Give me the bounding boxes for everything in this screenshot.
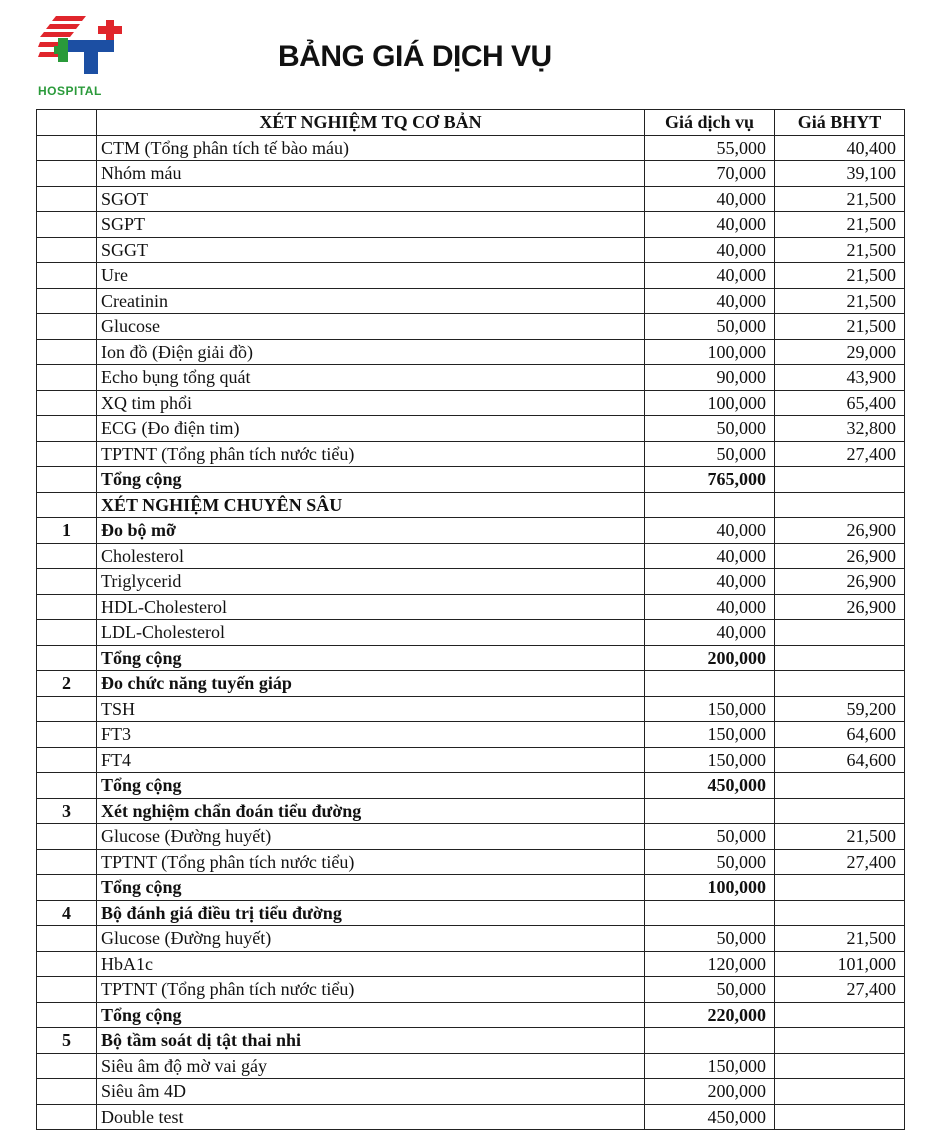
row-bhyt-price: 21,500 [775,314,905,340]
row-number [37,212,97,238]
row-service-price: 40,000 [645,212,775,238]
row-service-price: 40,000 [645,288,775,314]
row-service-price: 100,000 [645,875,775,901]
table-row [37,467,905,493]
table-row [37,824,905,850]
row-bhyt-price [775,1053,905,1079]
row-number [37,161,97,187]
table-row [37,1104,905,1130]
row-bhyt-price [775,1104,905,1130]
row-number [37,186,97,212]
table-header-row [37,110,905,136]
row-service-name: Glucose [97,314,645,340]
row-service-name: CTM (Tổng phân tích tế bào máu) [97,135,645,161]
row-service-price: 40,000 [645,594,775,620]
table-row [37,1002,905,1028]
row-bhyt-price: 27,400 [775,977,905,1003]
table-row [37,722,905,748]
row-number [37,416,97,442]
row-service-price: 50,000 [645,926,775,952]
column-header-bhyt: Giá BHYT [775,110,905,136]
row-number [37,875,97,901]
row-service-price: 220,000 [645,1002,775,1028]
row-service-name: HDL-Cholesterol [97,594,645,620]
row-service-name: TSH [97,696,645,722]
table-row [37,875,905,901]
row-bhyt-price: 101,000 [775,951,905,977]
row-bhyt-price [775,1002,905,1028]
row-number: 1 [37,518,97,544]
row-service-price: 150,000 [645,722,775,748]
hospital-cross-icon [38,16,130,82]
row-service-price: 40,000 [645,518,775,544]
table-row [37,594,905,620]
row-service-name: ECG (Đo điện tim) [97,416,645,442]
row-service-price: 40,000 [645,186,775,212]
row-bhyt-price [775,875,905,901]
row-number [37,645,97,671]
table-row [37,212,905,238]
row-service-name: TPTNT (Tổng phân tích nước tiểu) [97,441,645,467]
table-row [37,390,905,416]
row-service-name: Glucose (Đường huyết) [97,926,645,952]
row-number [37,722,97,748]
row-number [37,1002,97,1028]
hospital-logo [38,16,130,98]
row-service-name: Tổng cộng [97,773,645,799]
row-number [37,288,97,314]
table-row [37,237,905,263]
column-header-no [37,110,97,136]
row-number: 5 [37,1028,97,1054]
row-service-name: Tổng cộng [97,645,645,671]
row-service-name: SGPT [97,212,645,238]
column-header-price: Giá dịch vụ [645,110,775,136]
row-bhyt-price [775,900,905,926]
row-service-name: Nhóm máu [97,161,645,187]
row-service-name: Triglycerid [97,569,645,595]
row-service-price: 50,000 [645,416,775,442]
table-row [37,161,905,187]
table-row [37,977,905,1003]
row-bhyt-price: 27,400 [775,441,905,467]
table-row [37,135,905,161]
table-row [37,773,905,799]
row-number [37,977,97,1003]
row-bhyt-price: 21,500 [775,237,905,263]
row-bhyt-price: 65,400 [775,390,905,416]
row-bhyt-price [775,1028,905,1054]
row-number [37,339,97,365]
row-service-name: Double test [97,1104,645,1130]
page-title: BẢNG GIÁ DỊCH VỤ [278,40,552,73]
row-number [37,467,97,493]
row-service-name: Tổng cộng [97,467,645,493]
row-service-name: TPTNT (Tổng phân tích nước tiểu) [97,849,645,875]
row-bhyt-price [775,773,905,799]
table-row [37,314,905,340]
row-service-name: FT4 [97,747,645,773]
row-number [37,620,97,646]
row-bhyt-price [775,645,905,671]
table-row [37,1053,905,1079]
table-row [37,671,905,697]
row-service-price: 90,000 [645,365,775,391]
table-row [37,339,905,365]
row-service-price: 450,000 [645,773,775,799]
row-service-price [645,900,775,926]
row-service-price: 50,000 [645,824,775,850]
row-service-name: TPTNT (Tổng phân tích nước tiểu) [97,977,645,1003]
row-number [37,594,97,620]
table-row [37,441,905,467]
table-row [37,926,905,952]
table-row [37,620,905,646]
row-number [37,1053,97,1079]
table-row [37,798,905,824]
row-bhyt-price: 26,900 [775,543,905,569]
row-service-price: 150,000 [645,1053,775,1079]
row-service-price: 150,000 [645,696,775,722]
row-service-name: FT3 [97,722,645,748]
row-service-price: 40,000 [645,263,775,289]
row-service-price: 200,000 [645,1079,775,1105]
price-table [36,109,905,1130]
table-row [37,365,905,391]
logo-text: HOSPITAL [38,84,102,98]
row-bhyt-price: 64,600 [775,747,905,773]
row-service-price: 40,000 [645,237,775,263]
row-service-price: 50,000 [645,977,775,1003]
row-number [37,492,97,518]
table-row [37,1079,905,1105]
row-service-name: SGOT [97,186,645,212]
table-row [37,518,905,544]
row-bhyt-price: 64,600 [775,722,905,748]
table-row [37,645,905,671]
row-bhyt-price: 32,800 [775,416,905,442]
row-service-name: LDL-Cholesterol [97,620,645,646]
row-service-name: Glucose (Đường huyết) [97,824,645,850]
row-service-price: 70,000 [645,161,775,187]
row-bhyt-price: 39,100 [775,161,905,187]
row-number [37,569,97,595]
row-number: 2 [37,671,97,697]
row-service-price: 100,000 [645,339,775,365]
table-row [37,1028,905,1054]
row-number [37,263,97,289]
row-service-name: Siêu âm 4D [97,1079,645,1105]
row-bhyt-price [775,492,905,518]
table-row [37,416,905,442]
row-bhyt-price: 43,900 [775,365,905,391]
table-row [37,696,905,722]
row-bhyt-price [775,671,905,697]
table-row [37,288,905,314]
row-bhyt-price: 29,000 [775,339,905,365]
row-service-price: 765,000 [645,467,775,493]
row-service-price: 55,000 [645,135,775,161]
row-service-price: 50,000 [645,849,775,875]
table-row [37,263,905,289]
row-service-price: 100,000 [645,390,775,416]
table-row [37,569,905,595]
row-service-price: 120,000 [645,951,775,977]
row-number [37,849,97,875]
row-service-name: Tổng cộng [97,1002,645,1028]
row-service-name: Ion đồ (Điện giải đồ) [97,339,645,365]
row-service-price: 50,000 [645,441,775,467]
table-row [37,900,905,926]
row-bhyt-price: 21,500 [775,926,905,952]
row-number [37,441,97,467]
row-number [37,1104,97,1130]
table-row [37,543,905,569]
row-service-price [645,492,775,518]
row-service-name: Siêu âm độ mờ vai gáy [97,1053,645,1079]
row-service-name: Xét nghiệm chẩn đoán tiểu đường [97,798,645,824]
row-bhyt-price: 21,500 [775,212,905,238]
table-row [37,951,905,977]
row-number [37,773,97,799]
row-service-name: HbA1c [97,951,645,977]
row-bhyt-price: 21,500 [775,824,905,850]
row-number [37,926,97,952]
table-row [37,186,905,212]
row-service-price [645,798,775,824]
row-bhyt-price: 26,900 [775,518,905,544]
row-number [37,314,97,340]
row-service-price: 40,000 [645,543,775,569]
row-service-price [645,671,775,697]
row-service-name: Tổng cộng [97,875,645,901]
row-number [37,135,97,161]
table-row [37,492,905,518]
row-service-name: Creatinin [97,288,645,314]
row-bhyt-price: 27,400 [775,849,905,875]
column-header-name: XÉT NGHIỆM TQ CƠ BẢN [97,110,645,136]
row-number [37,1079,97,1105]
row-bhyt-price [775,798,905,824]
table-row [37,747,905,773]
row-bhyt-price [775,467,905,493]
row-service-name: XQ tim phổi [97,390,645,416]
row-bhyt-price: 26,900 [775,569,905,595]
row-service-name: Bộ tầm soát dị tật thai nhi [97,1028,645,1054]
row-service-price: 50,000 [645,314,775,340]
row-service-name: Ure [97,263,645,289]
row-bhyt-price [775,1079,905,1105]
row-bhyt-price: 21,500 [775,186,905,212]
table-row [37,849,905,875]
row-number [37,365,97,391]
row-bhyt-price: 21,500 [775,263,905,289]
row-number: 4 [37,900,97,926]
row-number [37,543,97,569]
row-number: 3 [37,798,97,824]
row-service-name: Echo bụng tổng quát [97,365,645,391]
row-number [37,747,97,773]
row-service-price: 200,000 [645,645,775,671]
row-service-name: XÉT NGHIỆM CHUYÊN SÂU [97,492,645,518]
row-service-name: Cholesterol [97,543,645,569]
row-bhyt-price: 40,400 [775,135,905,161]
row-number [37,824,97,850]
row-bhyt-price [775,620,905,646]
row-service-name: Đo bộ mỡ [97,518,645,544]
row-bhyt-price: 26,900 [775,594,905,620]
row-service-price [645,1028,775,1054]
row-service-name: SGGT [97,237,645,263]
row-bhyt-price: 21,500 [775,288,905,314]
row-service-price: 40,000 [645,569,775,595]
row-bhyt-price: 59,200 [775,696,905,722]
row-number [37,390,97,416]
row-number [37,237,97,263]
row-service-price: 150,000 [645,747,775,773]
row-service-price: 40,000 [645,620,775,646]
row-service-price: 450,000 [645,1104,775,1130]
row-number [37,951,97,977]
row-service-name: Đo chức năng tuyến giáp [97,671,645,697]
row-service-name: Bộ đánh giá điều trị tiểu đường [97,900,645,926]
row-number [37,696,97,722]
